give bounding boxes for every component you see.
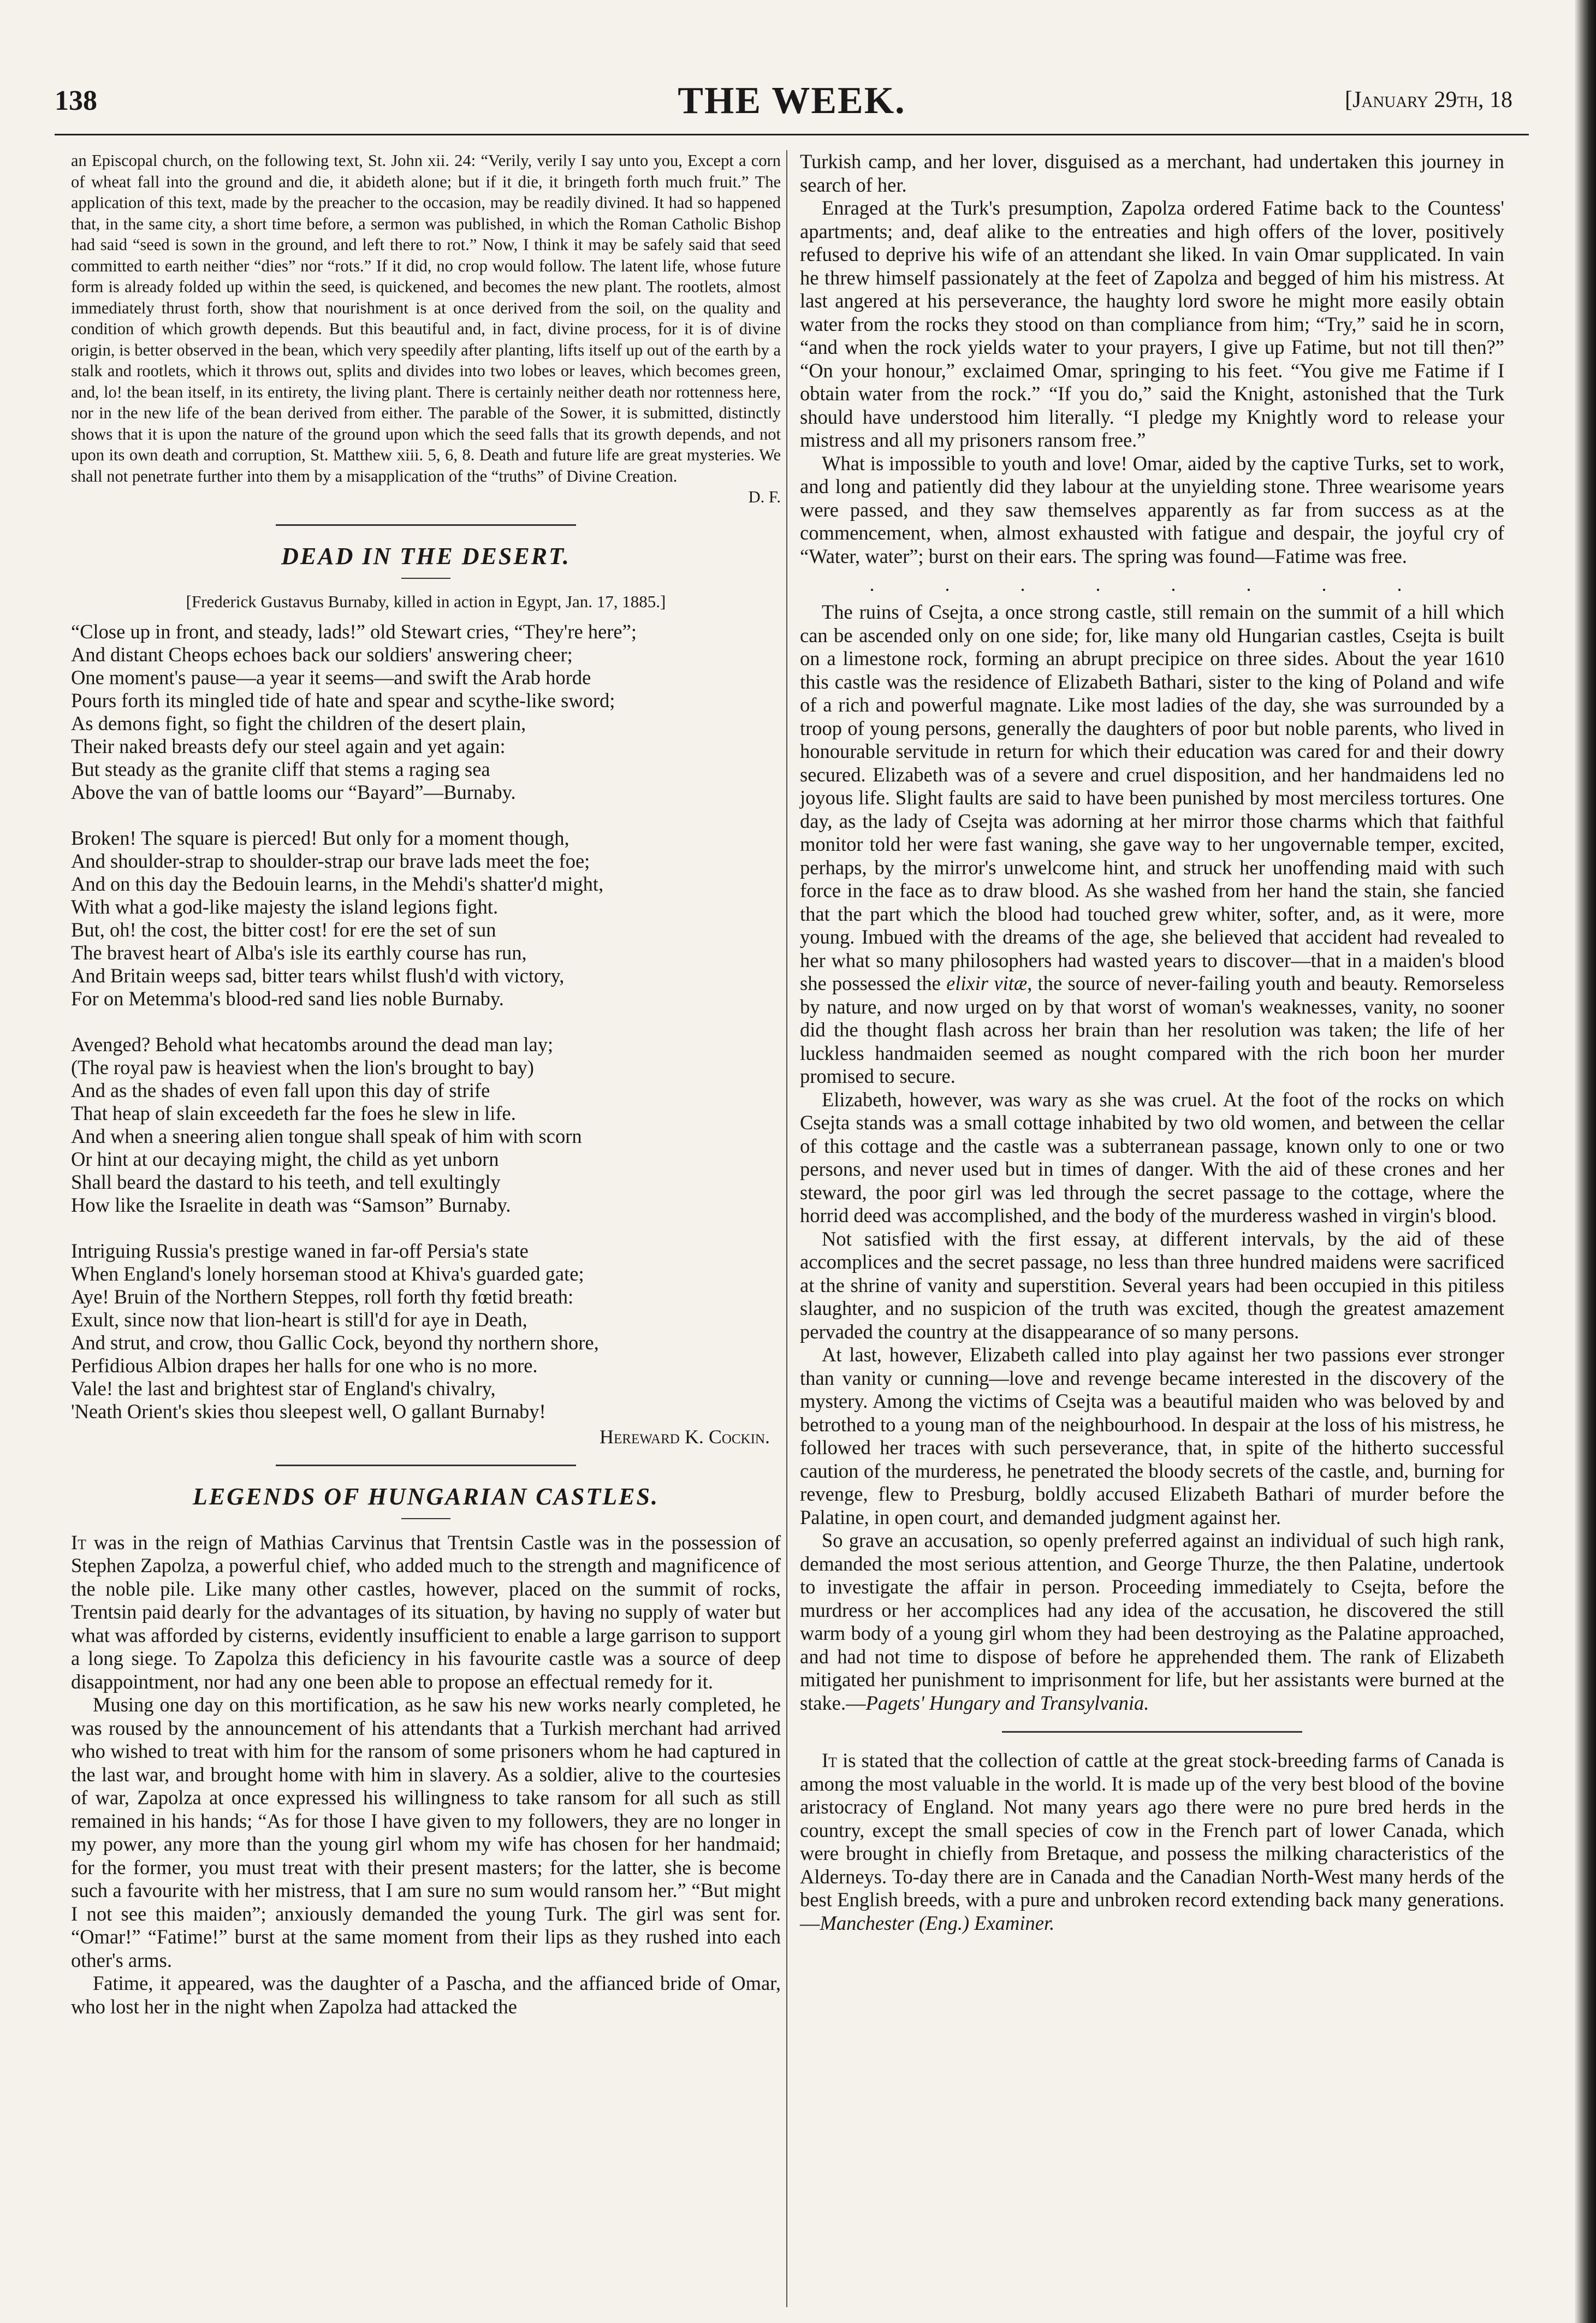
poem-title: DEAD IN THE DESERT. [281,542,571,570]
poem-stanza [71,1240,781,1423]
cattle-paragraph [800,1749,1504,1935]
legends-paragraph: At last, however, Elizabeth called into play against her two passions ever stronger than vanity or cunning—love and revenge became interested in the discovery of the mystery. Among the victims of Csejta was a beautiful maiden who was beloved by and betrothed to a young man of the neighbourhood. In despair at the loss of his mistress, he followed her traces with such perseverance, that, in spite of the hitherto successful caution of the murderess, he penetrated the bloody secrets of the castle, and, burning for revenge, flew to Presburg, boldly accused Elizabeth Bathari of murder before the Palatine, in open court, and demanded judgment against her. [800,1343,1504,1528]
title-rule [401,1518,450,1519]
source-citation: Pagets' Hungary and Transylvania. [865,1691,1149,1714]
poem-line: Broken! The square is pierced! But only for a moment though, [71,826,569,849]
left-column [71,150,781,2018]
poem-line: Vale! the last and brightest star of England's chivalry, [71,1377,496,1400]
header-rule [55,134,1529,135]
title-rule [401,578,450,579]
drop-lead: It [71,1531,87,1554]
poem-line: Aye! Bruin of the Northern Steppes, roll forth thy fœtid breath: [71,1285,574,1308]
poem-line: With what a god-like majesty the island legions fight. [71,895,499,918]
essay-signature: D. F. [748,488,781,506]
source-citation: Manchester (Eng.) Examiner. [820,1911,1055,1934]
poem-line: Avenged? Behold what hecatombs around the dead man lay; [71,1033,554,1056]
paragraph-text: is stated that the collection of cattle at the great stock-breeding farms of Canada is among the most valuable in the world. It is made up of the very best blood of the bovine aristocracy of England. Not many years ago there were no pure bred herds in the country, except the small species of cow in the French part of lower Canada, which were brought in chiefly from Bretaque, and possess the milking characteristics of the Alderneys. To-day there are in Canada and the Canadian North-West many herds of the best English breeds, with a pure and unbroken record extending back many generations.— [800,1749,1504,1934]
poem-line: When England's lonely horseman stood at Khiva's guarded gate; [71,1262,584,1285]
section-divider [276,1465,576,1466]
poem-line: As demons fight, so fight the children of the desert plain, [71,712,526,734]
right-column [800,150,1504,1935]
poem-line: But, oh! the cost, the bitter cost! for ere the set of sun [71,918,496,941]
poem-line: One moment's pause—a year it seems—and swift the Arab horde [71,666,591,689]
section-break-dots: . . . . . . . . [869,573,1435,595]
column-divider [786,150,787,2307]
page-binding-shadow [1574,0,1596,2323]
poem-line: The bravest heart of Alba's isle its earthly course has run, [71,941,527,964]
legends-paragraph: Turkish camp, and her lover, disguised as a merchant, had undertaken this journey in search of her. [800,150,1504,196]
legends-paragraph: Not satisfied with the first essay, at different intervals, by the aid of these accomplices and the secret passage, no less than three hundred maidens were sacrificed at the shrine of vanity and superstition. Several years had been occupied in this pitiless slaughter, and no suspicion of the truth was excited, though the greatest amazement pervaded the country at the disappearance of so many persons. [800,1227,1504,1343]
legends-paragraph: What is impossible to youth and love! Omar, aided by the captive Turks, set to work, and long and patiently did they labour at the unyielding stone. Three wearisome years were passed, and they saw themselves apparently as far from success as at the commencement, when, almost exhausted with fatigue and despair, the joyful cry of “Water, water”; burst on their ears. The spring was found—Fatime was free. [800,452,1504,567]
paragraph-text: was in the reign of Mathias Carvinus that Trentsin Castle was in the possession of Stephen Zapolza, a powerful chief, who added much to the strength and magnificence of the noble pile. Like many other castles, however, placed on the summit of rocks, Trentsin paid dearly for the advantages of its situation, by having no supply of water but what was afforded by cisterns, evidently insufficient to enable a large garrison to support a long siege. To Zapolza this deficiency in his favourite castle was a source of deep disappointment, nor had any one been able to propose an effectual remedy for it. [71,1531,781,1693]
poem-line: And strut, and crow, thou Gallic Cock, beyond thy northern shore, [71,1331,599,1354]
poem-line: That heap of slain exceedeth far the foes he slew in life. [71,1101,516,1124]
poem-line: And on this day the Bedouin learns, in the Mehdi's shatter'd might, [71,872,604,895]
essay-tail: an Episcopal church, on the following text, St. John xii. 24: “Verily, verily I say unto you, Except a corn of wheat fall into the ground and die, it abideth alone; but if it die, it bringeth forth much fruit.” The application of this text, made by the preacher to the occasion, may be readily divined. It had so happened that, in the same city, a short time before, a sermon was published, in which the Roman Catholic Bishop had said “seed is sown in the ground, and left there to rot.” Now, I think it may be safely said that seed committed to earth neither “dies” nor “rots.” If it did, no crop would follow. The latent life, whose future form is already folded up within the seed, is quickened, and becomes the new plant. The rootlets, almost immediately thrust forth, show that nourishment is at once derived from the soil, on the quality and condition of which growth depends. But this beautiful and, in fact, divine process, for it is of divine origin, is better observed in the bean, which very speedily after planting, lifts itself up out of the earth by a stalk and rootlets, which it throws out, splits and divides into two lobes or leaves, which becomes green, and, lo! the bean itself, in its entirety, the living plant. There is certainly neither death nor rottenness here, nor in the new life of the bean derived from either. The parable of the Sower, it is submitted, distinctly shows that it is upon the nature of the ground upon which the seed falls that its growth depends, and not upon its own death and corruption, St. Matthew xiii. 5, 6, 8. Death and future life are great mysteries. We shall not penetrate further into them by a misapplication of the “truths” of Divine Creation. [71,151,781,485]
poem-note: [Frederick Gustavus Burnaby, killed in action in Egypt, Jan. 17, 1885.] [186,591,666,611]
section-divider [276,524,576,526]
poem-line: Or hint at our decaying might, the child as yet unborn [71,1147,499,1170]
poem-author: Hereward K. Cockin. [600,1425,770,1448]
drop-lead: It [822,1749,838,1771]
poem-line: Perfidious Albion drapes her halls for one who is no more. [71,1354,538,1377]
poem-line: Above the van of battle looms our “Bayard”—Burnaby. [71,780,516,803]
poem-line: How like the Israelite in death was “Samson” Burnaby. [71,1193,511,1216]
section-divider [1002,1731,1302,1733]
poem-line: But steady as the granite cliff that stems a raging sea [71,757,490,780]
poem-line: Their naked breasts defy our steel again and yet again: [71,734,506,757]
poem-stanza [71,1033,781,1217]
poem-line: (The royal paw is heaviest when the lion's brought to bay) [71,1056,534,1078]
poem-line: And shoulder-strap to shoulder-strap our brave lads meet the foe; [71,849,590,872]
legends-paragraph: Fatime, it appeared, was the daughter of a Pascha, and the affianced bride of Omar, who lost her in the night when Zapolza had attacked the [71,1972,781,2018]
poem-line: For on Metemma's blood-red sand lies noble Burnaby. [71,987,504,1010]
poem-line: 'Neath Orient's skies thou sleepest well, O gallant Burnaby! [71,1400,546,1423]
poem-line: And as the shades of even fall upon this day of strife [71,1078,490,1101]
paragraph-text: , the source of never-failing youth and beauty. Remorseless by nature, and now urged on by that worst of woman's weaknesses, vanity, no sooner did the thought flash across her brain than her resolution was taken; the life of her luckless handmaiden seemed as nought compared with the rich boon her murder promised to secure. [800,972,1504,1087]
legends-paragraph [71,1531,781,1694]
legends-paragraph [800,601,1504,1088]
paragraph-text: The ruins of Csejta, a once strong castle, still remain on the summit of a hill which can be ascended only on one side; for, like many old Hungarian castles, Csejta is built on a limestone rock, forming an abrupt precipice on three sides. About the year 1610 this castle was the residence of Elizabeth Bathari, sister to the king of Poland and wife of a rich and powerful magnate. Like most ladies of the day, she was surrounded by a troop of young persons, generally the daughters of poor but noble parents, who lived in honourable servitude in return for which their education was cared for and their dowry secured. Elizabeth was of a severe and cruel disposition, and her handmaidens led no joyous life. Slight faults are said to have been punished by most merciless tortures. One day, as the lady of Csejta was adorning at her mirror those charms which that faithful monitor told her were fast waning, she gave way to her ungovernable temper, excited, perhaps, by the mirror's unwelcome hint, and struck her unoffending maid with such force in the face as to draw blood. As she washed from her hand the stain, she fancied that the part which the blood had touched grew whiter, softer, and, as it were, more young. Imbued with the dreams of the age, she believed that accident had revealed to her what so many philosophers had wasted years to discover—that in a maiden's blood she possessed the [800,601,1504,994]
page-number: 138 [55,85,97,116]
legends-paragraph: Enraged at the Turk's presumption, Zapolza ordered Fatime back to the Countess' apartments; and, deaf alike to the entreaties and high offers of the lover, positively refused to deprive his wife of an attendant she liked. In vain Omar supplicated. In vain he threw himself passionately at the feet of Zapolza and begged of him his mistress. At last angered at his perseverance, the haughty lord swore he might more easily obtain water from the rocks they stood on than compliance from him; “Try,” said he in scorn, “and when the rock yields water to your prayers, I give up Fatime, but not till then?” “On your honour,” exclaimed Omar, springing to his feet. “You give me Fatime if I obtain water from the rock.” “If you do,” said the Knight, astonished that the Turk should have understood him literally. “I pledge my Knightly word to release your mistress and all my prisoners ransom free.” [800,197,1504,451]
header-date: [January 29th, 18 [1345,87,1512,112]
poem-line: And when a sneering alien tongue shall speak of him with scorn [71,1124,582,1147]
emphasis: elixir vitæ [946,972,1028,994]
page-header [55,79,1529,128]
legends-title: LEGENDS OF HUNGARIAN CASTLES. [193,1483,659,1510]
poem-line: Pours forth its mingled tide of hate and spear and scythe-like sword; [71,689,615,712]
legends-paragraph [800,1529,1504,1715]
poem-body [71,620,781,1448]
poem-line: Intriguing Russia's prestige waned in far-off Persia's state [71,1239,529,1262]
masthead-title: THE WEEK. [678,80,906,122]
poem-line: And Britain weeps sad, bitter tears whilst flush'd with victory, [71,964,565,987]
poem-stanza [71,620,781,804]
poem-stanza [71,827,781,1010]
poem-line: Shall beard the dastard to his teeth, and tell exultingly [71,1170,501,1193]
legends-paragraph: Elizabeth, however, was wary as she was cruel. At the foot of the rocks on which Csejta stands was a small cottage inhabited by two old women, and between the cellar of this cottage and the castle was a subterranean passage, known only to one or two persons, and never used but in times of danger. With the aid of these crones and her steward, the poor girl was led through the secret passage to the cottage, where the horrid deed was accomplished, and the body of the murderess washed in virgin's blood. [800,1088,1504,1226]
poem-line: “Close up in front, and steady, lads!” old Stewart cries, “They're here”; [71,620,637,643]
legends-paragraph: Musing one day on this mortification, as he saw his new works nearly completed, he was roused by the announcement of his attendants that a Turkish merchant had arrived who wished to treat with him for the ransom of some prisoners whom he had captured in the last war, and brought home with him in slavery. As a soldier, alive to the courtesies of war, Zapolza at once expressed his willingness to take ransom for all such as still remained in his hands; “As for those I have given to my followers, they are no longer in my power, any more than the young girl whom my wife has chosen for her handmaid; for the former, you must treat with their present masters; for the latter, she is become such a favourite with her mistress, that I am sure no sum would ransom her.” “But might I not see this maiden”; anxiously demanded the young Turk. The girl was sent for. “Omar!” “Fatime!” burst at the same moment from their lips as they rushed into each other's arms. [71,1693,781,1971]
poem-line: Exult, since now that lion-heart is still'd for aye in Death, [71,1308,527,1331]
poem-line: And distant Cheops echoes back our soldiers' answering cheer; [71,643,573,666]
paragraph-text: So grave an accusation, so openly preferred against an individual of such high rank, demanded the most serious attention, and George Thurze, the then Palatine, undertook to investigate the affair in person. Proceeding immediately to Csejta, before the murdress or her accomplices had any idea of the accusation, he discovered the still warm body of a young girl whom they had been destroying as the Palatine approached, and had not time to dispose of before he apprehended them. The rank of Elizabeth mitigated her punishment to imprisonment for life, but her assistants were burned at the stake.— [800,1529,1504,1714]
